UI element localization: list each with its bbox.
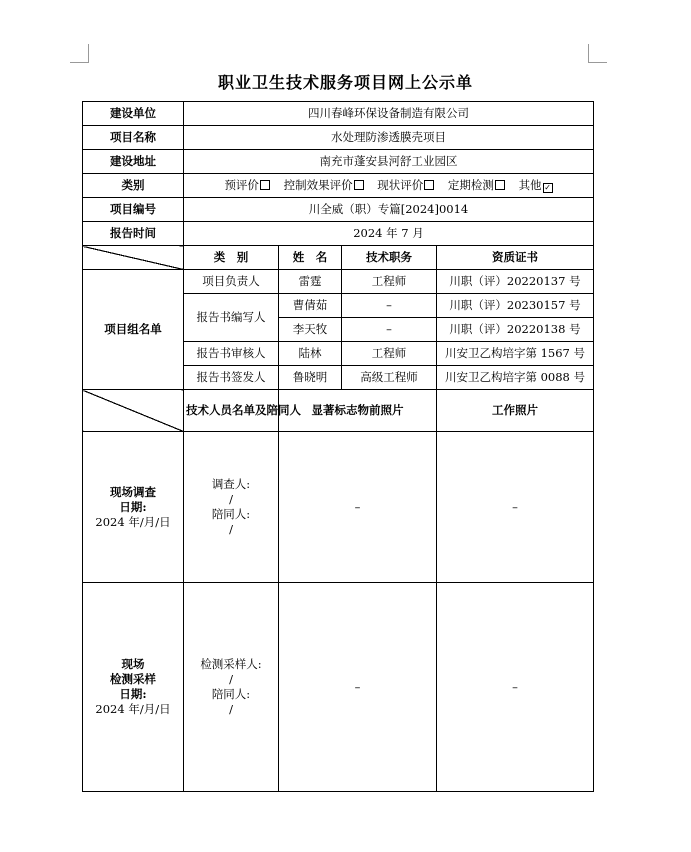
member-name: 李天牧 (279, 318, 342, 342)
team-header-title: 技术职务 (342, 246, 437, 270)
page-corner-mark-right (588, 44, 607, 63)
member-cert: 川职（评）20220137 号 (437, 270, 594, 294)
member-name: 陆林 (279, 342, 342, 366)
photo-header-row (83, 390, 594, 432)
member-title: 高级工程师 (342, 366, 437, 390)
unit-value: 四川春峰环保设备制造有限公司 (184, 102, 594, 126)
companion-label: 陪同人: (211, 687, 251, 701)
sampling-work-photo: – (437, 583, 594, 792)
member-name: 曹倩茹 (279, 294, 342, 318)
report-time-label: 报告时间 (83, 222, 184, 246)
photo-header-staff: 技术人员名单及陪同人 (184, 390, 279, 432)
survey-label: 现场调查 日期: 2024 年/月/日 (83, 432, 184, 583)
member-role: 报告书签发人 (184, 366, 279, 390)
survey-landmark-photo: – (279, 432, 437, 583)
project-no-value: 川全威（职）专篇[2024]0014 (184, 198, 594, 222)
photo-header-landmark: 显著标志物前照片 (279, 390, 437, 432)
sampler-value: / (229, 672, 233, 686)
diagonal-cell (83, 246, 184, 270)
page-corner-mark-left (70, 44, 89, 63)
report-time-value: 2024 年 7 月 (184, 222, 594, 246)
member-cert: 川安卫乙构培字第 1567 号 (437, 342, 594, 366)
team-header-role: 类 别 (184, 246, 279, 270)
diagonal-cell (83, 390, 184, 432)
team-header-cert: 资质证书 (437, 246, 594, 270)
sampling-staff (184, 583, 279, 792)
row-project-no (83, 198, 594, 222)
checkbox-checked-icon[interactable]: ✓ (544, 183, 551, 192)
sampling-date: 2024 年/月/日 (95, 702, 171, 716)
sampling-landmark-photo: – (279, 583, 437, 792)
member-cert: 川职（评）20220138 号 (437, 318, 594, 342)
photo-header-work: 工作照片 (437, 390, 594, 432)
companion-value: / (229, 702, 233, 716)
row-unit (83, 102, 594, 126)
project-name-label: 项目名称 (83, 126, 184, 150)
category-option-periodic-test[interactable]: 定期检测 (448, 178, 505, 192)
survey-date: 2024 年/月/日 (95, 514, 171, 529)
companion-value: / (229, 522, 233, 536)
sampler-label: 检测采样人: (200, 657, 262, 671)
member-role: 报告书编写人 (184, 294, 279, 342)
unit-label: 建设单位 (83, 102, 184, 126)
checkbox-icon[interactable] (260, 180, 270, 190)
project-name-value: 水处理防渗透膜壳项目 (184, 126, 594, 150)
member-role: 项目负责人 (184, 270, 279, 294)
member-title: 工程师 (342, 270, 437, 294)
row-category (83, 174, 594, 198)
member-cert: 川职（评）20230157 号 (437, 294, 594, 318)
team-header-name: 姓 名 (279, 246, 342, 270)
page-title: 职业卫生技术服务项目网上公示单 (217, 73, 473, 92)
team-row (83, 270, 594, 294)
member-name: 鲁晓明 (279, 366, 342, 390)
member-cert: 川安卫乙构培字第 0088 号 (437, 366, 594, 390)
member-title: – (342, 294, 437, 318)
team-label: 项目组名单 (83, 270, 184, 390)
category-option-pre-eval[interactable]: 预评价 (224, 178, 270, 192)
project-no-label: 项目编号 (83, 198, 184, 222)
category-options (184, 174, 594, 198)
category-label: 类别 (83, 174, 184, 198)
investigator-label: 调查人: (211, 477, 251, 491)
address-label: 建设地址 (83, 150, 184, 174)
member-role: 报告书审核人 (184, 342, 279, 366)
member-title: – (342, 318, 437, 342)
member-title: 工程师 (342, 342, 437, 366)
survey-staff (184, 432, 279, 583)
sampling-label: 现场 检测采样 日期: 2024 年/月/日 (83, 583, 184, 792)
member-name: 雷霆 (279, 270, 342, 294)
category-option-other[interactable]: 其他 ✓ (518, 178, 551, 192)
category-option-status-eval[interactable]: 现状评价 (377, 178, 434, 192)
checkbox-icon[interactable] (354, 180, 364, 190)
category-option-control-eval[interactable]: 控制效果评价 (284, 178, 364, 192)
team-header-row (83, 246, 594, 270)
survey-work-photo: – (437, 432, 594, 583)
survey-row (83, 432, 594, 583)
row-project-name (83, 126, 594, 150)
row-report-time (83, 222, 594, 246)
address-value: 南充市蓬安县河舒工业园区 (184, 150, 594, 174)
companion-label: 陪同人: (211, 507, 251, 521)
row-address (83, 150, 594, 174)
investigator-value: / (229, 492, 233, 506)
checkbox-icon[interactable] (424, 180, 434, 190)
checkbox-icon[interactable] (495, 180, 505, 190)
publicity-table (82, 101, 594, 792)
sampling-row (83, 583, 594, 792)
